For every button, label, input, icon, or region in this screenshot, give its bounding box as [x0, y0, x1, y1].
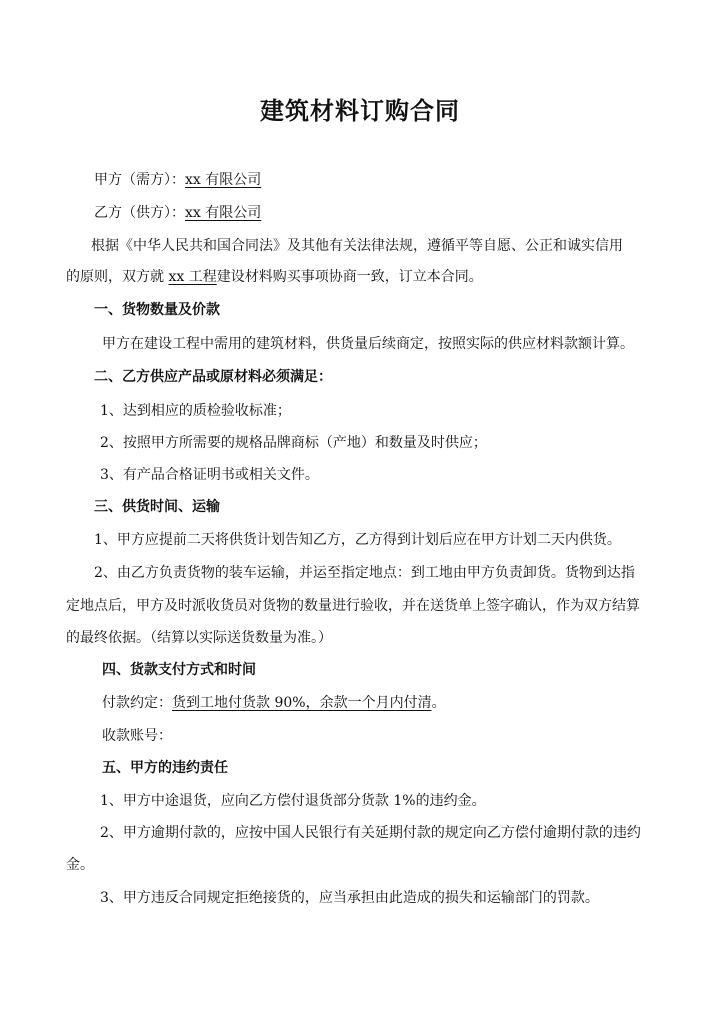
section-3-item-2-line-1: 2、由乙方负责货物的装车运输，并运至指定地点：到工地由甲方负责卸货。货物到达指 — [94, 565, 635, 581]
party-b-label: 乙方（供方）： — [94, 205, 185, 221]
party-a-label: 甲方（需方）： — [94, 172, 185, 188]
intro-line-1: 根据《中华人民共和国合同法》及其他有关法律法规，遵循平等自愿、公正和诚实信用 — [91, 238, 623, 254]
section-5-item-2-line-2: 金。 — [66, 857, 94, 873]
intro-line-2-pre: 的原则，双方就 — [66, 269, 169, 285]
section-5-heading: 五、甲方的违约责任 — [102, 760, 228, 776]
payment-terms-end: 。 — [431, 695, 446, 711]
section-4-heading: 四、货款支付方式和时间 — [102, 662, 256, 678]
section-2-item-1: 1、达到相应的质检验收标准； — [100, 403, 291, 419]
section-2-heading: 二、乙方供应产品或原材料必须满足： — [94, 369, 332, 385]
section-3-item-2-line-3: 的最终依据。（结算以实际送货数量为准。） — [66, 630, 332, 646]
section-5-item-2-line-1: 2、甲方逾期付款的，应按中国人民银行有关延期付款的规定向乙方偿付逾期付款的违约 — [100, 825, 641, 841]
party-a-line — [94, 170, 261, 190]
party-b-line — [94, 203, 261, 223]
section-1-heading: 一、货物数量及价款 — [94, 302, 220, 318]
intro-project-name: xx 工程 — [168, 269, 217, 285]
intro-line-2-post: 建设材料购买事项协商一致，订立本合同。 — [216, 269, 483, 285]
document-title: 建筑材料订购合同 — [260, 97, 460, 125]
section-3-heading: 三、供货时间、运输 — [94, 499, 220, 515]
section-3-item-1: 1、甲方应提前二天将供货计划告知乙方，乙方得到计划后应在甲方计划二天内供货。 — [94, 532, 621, 548]
section-5-item-3: 3、甲方违反合同规定拒绝接货的，应当承担由此造成的损失和运输部门的罚款。 — [100, 890, 599, 906]
account-number-label: 收款账号： — [102, 728, 172, 744]
payment-terms-value: 货到工地付货款 90%，余款一个月内付清 — [172, 695, 432, 711]
section-5-item-1: 1、甲方中途退货，应向乙方偿付退货部分货款 1%的违约金。 — [100, 793, 486, 809]
intro-line-2 — [66, 267, 483, 287]
section-2-item-2: 2、按照甲方所需要的规格品牌商标（产地）和数量及时供应； — [100, 435, 487, 451]
party-a-value: xx 有限公司 — [185, 172, 262, 188]
payment-terms-label: 付款约定： — [102, 695, 172, 711]
section-3-item-2-line-2: 定地点后，甲方及时派收货员对货物的数量进行验收，并在送货单上签字确认，作为双方结算 — [66, 598, 640, 614]
section-2-item-3: 3、有产品合格证明书或相关文件。 — [100, 467, 319, 483]
party-b-value: xx 有限公司 — [185, 205, 262, 221]
section-1-text: 甲方在建设工程中需用的建筑材料，供货量后续商定，按照实际的供应材料款额计算。 — [102, 336, 634, 352]
payment-terms-line — [102, 693, 446, 713]
